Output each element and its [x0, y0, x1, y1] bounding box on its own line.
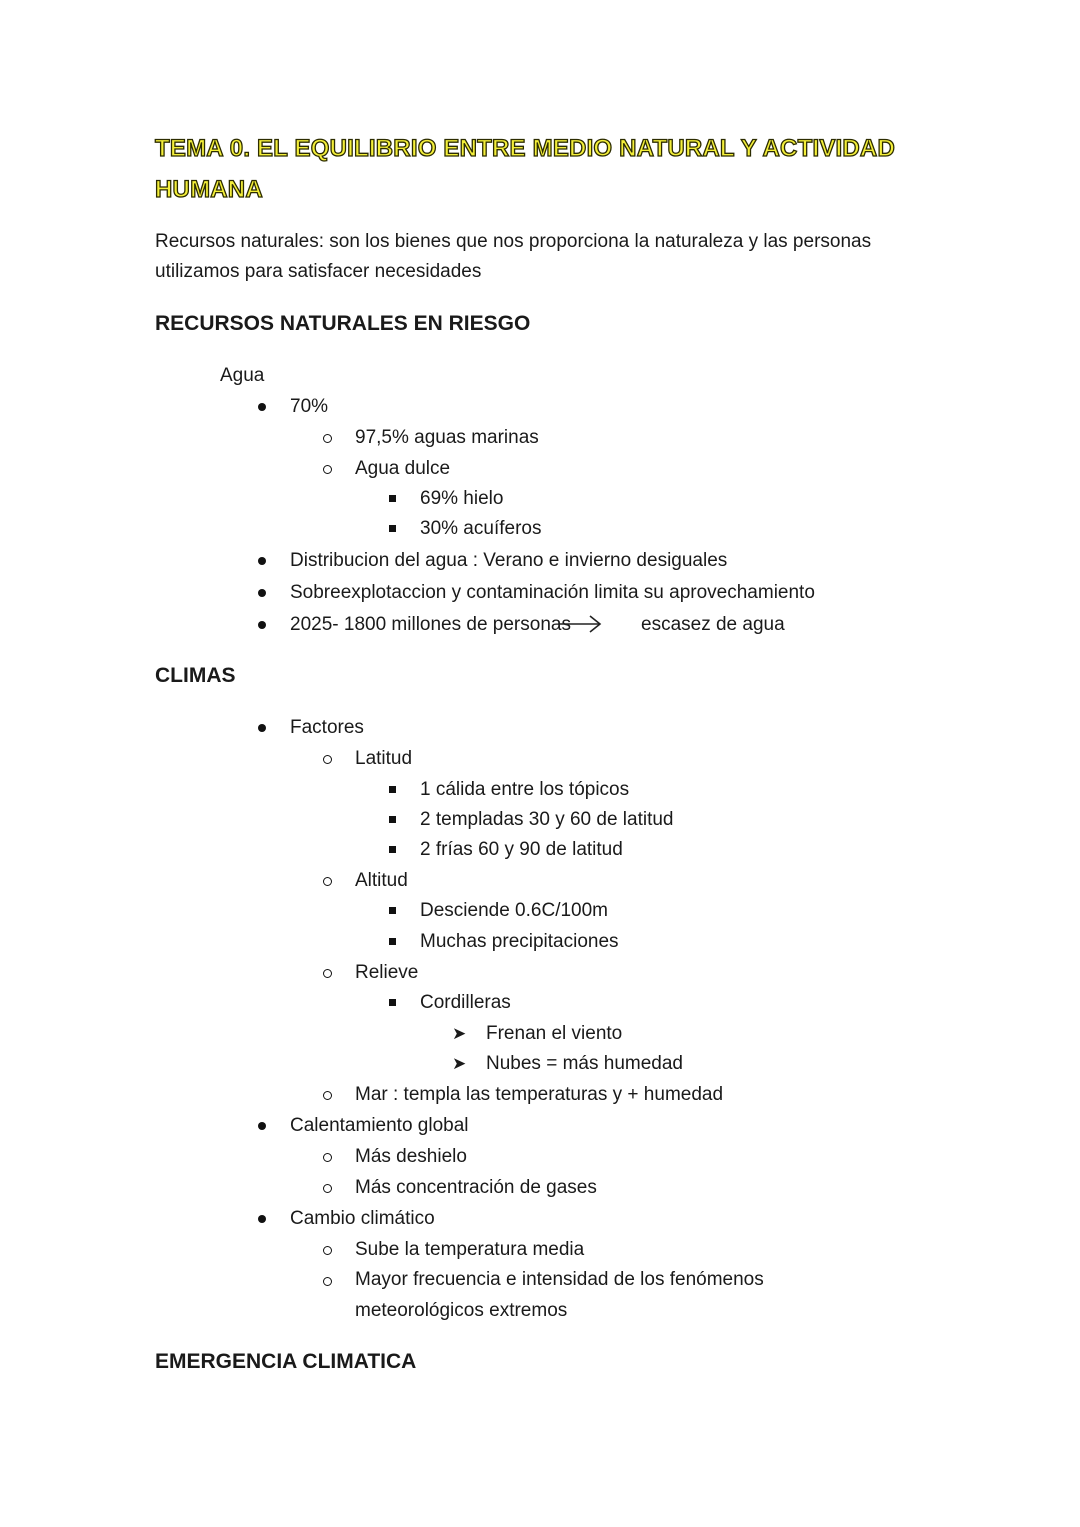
bullet-circle-icon [323, 434, 332, 443]
list-item: Desciende 0.6C/100m [420, 900, 608, 921]
bullet-circle-icon [323, 1153, 332, 1162]
bullet-circle-icon [323, 1184, 332, 1193]
list-item: 69% hielo [420, 488, 504, 509]
list-item: Altitud [355, 870, 408, 891]
list-item: Relieve [355, 962, 419, 983]
list-item: 70% [290, 396, 329, 417]
arrow-right-icon [560, 612, 605, 636]
list-item: Más concentración de gases [355, 1177, 597, 1198]
bullet-square-icon [389, 999, 396, 1006]
list-item: Cambio climático [290, 1208, 435, 1229]
subheading-agua: Agua [220, 365, 265, 386]
arrow-bullet-icon: ➤ [452, 1024, 467, 1043]
list-item: Más deshielo [355, 1146, 467, 1167]
bullet-dot-icon [258, 1215, 266, 1223]
list-item: Muchas precipitaciones [420, 931, 619, 952]
list-item: 97,5% aguas marinas [355, 427, 539, 448]
list-item: Nubes = más humedad [486, 1053, 683, 1074]
list-item: Cordilleras [420, 992, 511, 1013]
bullet-circle-icon [323, 465, 332, 474]
list-item: Frenan el viento [486, 1023, 623, 1044]
bullet-dot-icon [258, 589, 266, 597]
list-item: Agua dulce [355, 458, 451, 479]
list-item: 2 frías 60 y 90 de latitud [420, 839, 623, 860]
section-heading-climas: CLIMAS [155, 664, 236, 687]
bullet-dot-icon [258, 1122, 266, 1130]
list-item: Mar : templa las temperaturas y + humedad [355, 1084, 724, 1105]
list-item: Sobreexplotaccion y contaminación limita su aprovechamiento [290, 582, 815, 603]
bullet-circle-icon [323, 1246, 332, 1255]
bullet-square-icon [389, 816, 396, 823]
list-item: Factores [290, 717, 364, 738]
bullet-circle-icon [323, 755, 332, 764]
intro-paragraph: Recursos naturales: son los bienes que nos proporciona la naturaleza y las personas utilizamos para satisfacer necesidades [155, 231, 872, 282]
bullet-square-icon [389, 786, 396, 793]
bullet-square-icon [389, 938, 396, 945]
bullet-circle-icon [323, 969, 332, 978]
list-item: Distribucion del agua : Verano e invierno desiguales [290, 550, 728, 571]
bullet-square-icon [389, 525, 396, 532]
bullet-circle-icon [323, 877, 332, 886]
bullet-square-icon [389, 495, 396, 502]
list-item: 30% acuíferos [420, 518, 542, 539]
list-item: Latitud [355, 748, 413, 769]
list-item: Sube la temperatura media [355, 1239, 585, 1260]
arrow-bullet-icon: ➤ [452, 1054, 467, 1073]
bullet-dot-icon [258, 621, 266, 629]
section-heading-recursos: RECURSOS NATURALES EN RIESGO [155, 312, 531, 335]
bullet-dot-icon [258, 403, 266, 411]
title-line-2: HUMANA [155, 176, 263, 203]
list-item: Calentamiento global [290, 1115, 469, 1136]
list-item: 2025- 1800 millones de personas [290, 614, 571, 635]
list-item: Mayor frecuencia e intensidad de los fenómenos [355, 1269, 764, 1290]
list-item: 2 templadas 30 y 60 de latitud [420, 809, 674, 830]
list-item-result: escasez de agua [641, 614, 785, 635]
bullet-circle-icon [323, 1091, 332, 1100]
bullet-square-icon [389, 846, 396, 853]
bullet-dot-icon [258, 724, 266, 732]
bullet-dot-icon [258, 557, 266, 565]
document-title [155, 128, 945, 210]
title-line-1: TEMA 0. EL EQUILIBRIO ENTRE MEDIO NATURAL Y ACTIVIDAD [155, 135, 895, 162]
section-heading-emergencia: EMERGENCIA CLIMATICA [155, 1350, 417, 1373]
list-item-continuation: meteorológicos extremos [355, 1300, 568, 1321]
bullet-square-icon [389, 907, 396, 914]
bullet-circle-icon [323, 1277, 332, 1286]
list-item: 1 cálida entre los tópicos [420, 779, 630, 800]
